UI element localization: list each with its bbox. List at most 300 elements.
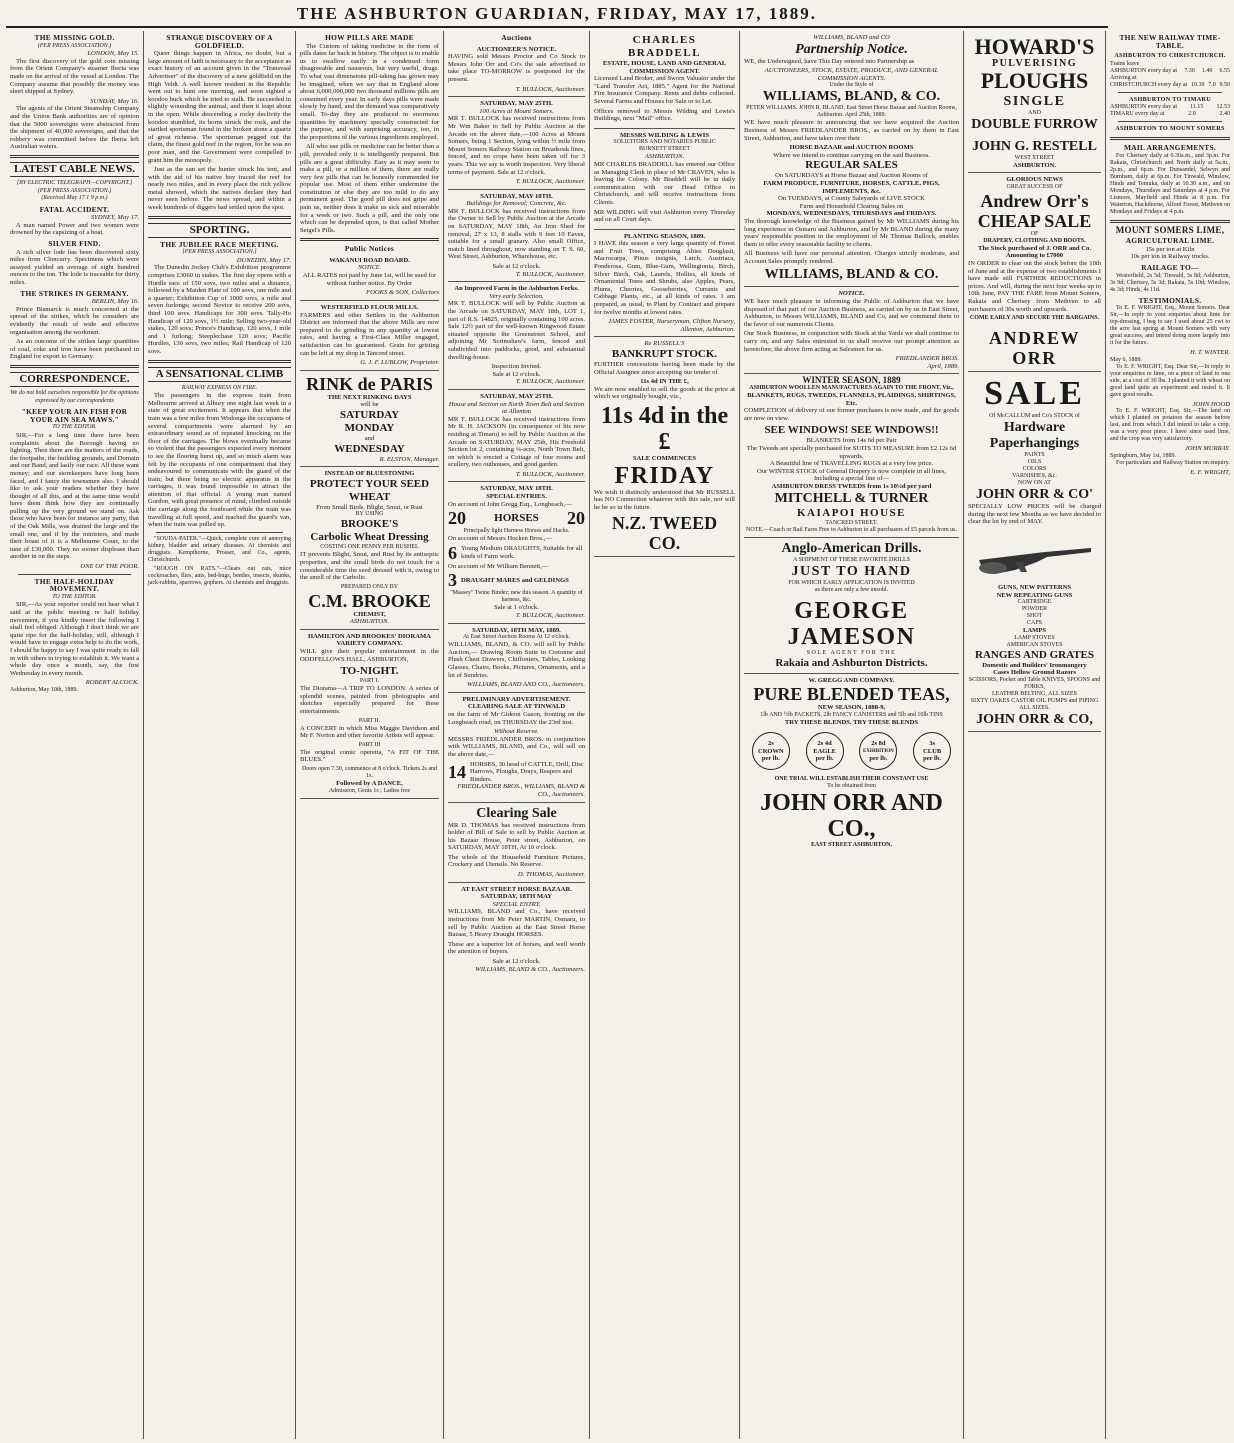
russell-note: We wish it distinctly understood that Mr RUSSELL has NO Connection whatever with this sale, nor will he be so in the future. bbox=[594, 488, 735, 511]
testimonial-2-signature: JOHN HOOD bbox=[1192, 400, 1230, 408]
caps: CAPS bbox=[1026, 620, 1042, 627]
tea-obtained: To be obtained from bbox=[827, 783, 876, 790]
tea-price: 2s bbox=[767, 740, 774, 748]
farm-sale-ad bbox=[448, 282, 585, 390]
tea-blends bbox=[744, 732, 959, 770]
sale-may-25-ad bbox=[448, 97, 585, 190]
tea-unit: per lb. bbox=[815, 755, 834, 763]
fatal-accident-dateline: SYDNEY, May 17. bbox=[90, 214, 139, 222]
lamp-stoves: LAMP STOVES bbox=[1014, 634, 1055, 641]
bluestone-prepared: PREPARED ONLY BY bbox=[340, 583, 399, 590]
regular-sales-days: MONDAYS, WEDNESDAYS, THURSDAYS and FRIDAYS. bbox=[766, 210, 937, 218]
braddell-name: CHARLES BRADDELL bbox=[627, 34, 702, 59]
farm-sale-inspection: Inspection Invited. bbox=[491, 363, 542, 371]
horse-bazaar-body: WILLIAMS, BLAND and Co., have received instructions from Mr Peter MARTIN, Osmaru, to sell by Public Auction at the East Street Horse Bazaar, 5 Heavy Draught HORSES. bbox=[448, 908, 585, 939]
friedlander-body: MESSRS FRIEDLANDER BROS. in conjunction with WILLIAMS, BLAND, and Co., will sell on the above date,— bbox=[448, 735, 585, 758]
rink-day: and bbox=[364, 434, 375, 442]
special-entries-heading: SPECIAL ENTRIES. bbox=[486, 493, 547, 501]
hardware: Hardware bbox=[1003, 420, 1066, 436]
strikes-heading: THE STRIKES IN GERMANY. bbox=[20, 288, 129, 298]
sensational-climb-sub: RAILWAY EXPRESS ON FIRE. bbox=[181, 384, 258, 391]
horses-14-row bbox=[448, 761, 585, 784]
part-1: PART I. bbox=[359, 678, 380, 685]
souda-pater-notice: "SOUDA-PATER."—Quick, complete cure of annoying kidney, bladder and urinary diseases. At chemists and druggists. Kempthorne, Prosser, and Co., agents, Christchurch. bbox=[148, 535, 291, 563]
repeating-guns: NEW REPEATING GUNS bbox=[996, 591, 1073, 599]
letter-2-date: Ashburton, May 10th, 1889. bbox=[10, 686, 78, 693]
divider bbox=[148, 216, 291, 219]
partners-list: PETER WILLIAMS. JOHN R. BLAND. East Street Horse Bazaar and Auction Rooms, Ashburton. April 25th, 1889. bbox=[746, 105, 957, 119]
winter-heading: WINTER SEASON, 1889 bbox=[802, 375, 901, 386]
horse-bazaar-note: These are a superior lot of horses, and well worth the attention of buyers. bbox=[448, 940, 585, 956]
hamilton-doors: Doors open 7.30, commence at 8 o'clock. Tickets 2s and 1s. bbox=[301, 766, 438, 779]
rink-title: RINK de PARIS bbox=[306, 373, 433, 394]
divider bbox=[148, 360, 291, 363]
wakanui-body: ALL RATES not paid by June 1st, will be sued for without further notice. By Order bbox=[302, 272, 437, 287]
ploughs-ad bbox=[968, 31, 1101, 173]
silver-find-body: A rich silver lode has been discovered sixty miles from Cloncurry. Specimens which were assayed yielded an average of eight hundred ounces to the ton. The lode is traceable for thirty miles. bbox=[10, 248, 139, 287]
cartridge: CARTRIDGE bbox=[1017, 599, 1052, 606]
gun-illustration bbox=[975, 530, 1095, 580]
glorious-news: GLORIOUS NEWS bbox=[1006, 176, 1063, 184]
letter-1-title: "KEEP YOUR AIN FISH FOR YOUR AIN SEA MAWS." bbox=[21, 407, 128, 424]
column-7 bbox=[964, 31, 1106, 1439]
rink-day: SATURDAY bbox=[339, 408, 400, 421]
mitchell-name: MITCHELL & TURNER bbox=[774, 490, 929, 506]
timetable-cell: 6.55 bbox=[1219, 67, 1230, 74]
divider bbox=[156, 532, 283, 533]
pills-body-2: All who use pills or medicine can be better than a pill, provided only it is intelligently prepared. But pills are a great difficulty. Easy as it may seem to make a pill, or a million of them, there are really very few pills that can be honestly commended for popular use. Most of them either undermine the constitution or else they are too mild to do any permanent good. The good pill does not gripe and pain us, neither does it make us sick and miserable for a week or two. Such a pill, and the only one which can be depended upon, is that called Mother Seigel's Pills. bbox=[300, 143, 439, 234]
divider bbox=[1118, 92, 1222, 93]
letter-1-signature: ONE OF THE POOR. bbox=[80, 563, 139, 571]
draughts-body: Young Medium DRAUGHTS, Suitable for all kinds of Farm work. bbox=[461, 545, 583, 560]
rink-line-2: will be bbox=[360, 401, 379, 409]
massey-line: "Massey" Twine Binder; new this season. A quantity of harness, &c. bbox=[450, 590, 583, 604]
preliminary-reserve: Without Reserve. bbox=[494, 728, 539, 736]
hamilton-admission: Admission, Gents 1s ; Ladies free bbox=[328, 787, 411, 794]
westerfield-ad bbox=[300, 301, 439, 371]
russell-day: FRIDAY bbox=[614, 462, 715, 489]
to-christchurch: ASHBURTON TO CHRISTCHURCH. bbox=[1114, 52, 1226, 60]
wbc-heading: WILLIAMS, BLAND and CO bbox=[813, 34, 890, 41]
railage-heading: RAILAGE TO— bbox=[1141, 262, 1199, 272]
timetable-row bbox=[1110, 111, 1230, 118]
tea-ad bbox=[744, 674, 959, 853]
special-entries-ad bbox=[448, 482, 585, 623]
brooke-title: CHEMIST, bbox=[353, 610, 386, 618]
sensational-climb-body: The passengers in the express train from Melbourne arrived at Albury one night last week in a state of great excitement. It appears that when the train was a few miles from Wodonga the occupants of several compartments were alarmed by an extraordinary sound as of repeated knocking on the floor of the carriages. The blows eventually became so violent that the passengers expected every moment to see the flooring burst up, and so much alarm was felt by the occupants of one compartment that they endeavoured to communicate with the guard of the train; but there being no electric apparatus in the carriages, it was found impossible to attract the attention of that official. A young man named Gordon, with great presence of mind, climbed outside the carriage along the footboard while the train was travelling at full speed, and reached the guard's van, when the train was pulled up. bbox=[148, 392, 291, 529]
column-5 bbox=[590, 31, 740, 1439]
horse-bazaar-signature: WILLIAMS, BLAND & CO., Auctioneers. bbox=[475, 965, 585, 973]
horse-bazaar-date: SATURDAY, 18TH MAY bbox=[480, 893, 553, 901]
column-8 bbox=[1106, 31, 1234, 1439]
latest-cable-heading: LATEST CABLE NEWS. bbox=[10, 162, 139, 177]
winter-list: BLANKETS, RUGS, TWEEDS, FLANNELS, PLAIDINGS, SHIRTINGS, Etc. bbox=[747, 392, 956, 407]
guns: GUNS, NEW PATTERNS bbox=[997, 583, 1072, 591]
house-sale-ad bbox=[448, 390, 585, 483]
testimonial-3: To E. F. WRIGHT, Esq. Sir,—The land on which I planted on potatoes the season before last, and from which I did intend to take a crop, was a very poor piece. I have since used lime, and the crop was very satisfactory. bbox=[1110, 408, 1230, 443]
tea-name: EXHIBITION bbox=[862, 748, 894, 754]
letter-2-title: THE HALF-HOLIDAY MOVEMENT. bbox=[34, 576, 115, 594]
divider bbox=[300, 238, 439, 241]
tea-blend-badge bbox=[859, 732, 897, 770]
sale-may-18-signature: T. BULLOCK, Auctioneer. bbox=[515, 270, 585, 278]
masthead bbox=[6, 4, 1108, 28]
timetable-cell: CHRISTCHURCH every day at bbox=[1110, 81, 1188, 88]
jameson-sub: SOLE AGENT FOR THE bbox=[806, 649, 897, 656]
strikes-body-2: As an outcome of the strikes large quantities of coal, coke and iron have been purchased in England for export to Germany. bbox=[10, 338, 139, 361]
planting-signature: JAMES FOSTER, Nurseryman, Clifton Nursery, Allenton, Ashburton. bbox=[608, 318, 735, 333]
winter-body: COMPLETION of delivery of our former purchases is now made, and the goods are now on view. bbox=[744, 407, 959, 422]
planting-body: I HAVE this season a very large quantity of Forest and Fruit Trees, comprising Abies Douglasii, Macrocarpa, Pinus insignis, Larch, Austriaca, Ponderosa, Gum, Blue-Gum, Wellingtonia, Birch, Silver Birch, Oak, Laurels, Hollies, all kinds of Ornamental Trees and Shrubs, also Apples, Pears, Plums, Cherries, Gooseberries, Currants and Cabbage Plants, etc., at all kinds of rates. I am prepared, as usual, to Plant by Contract and prepare for twelve months at lowest rates. bbox=[594, 240, 735, 316]
drills-sub: A SHIPMENT OF THESE FAVORITE DRILLS bbox=[792, 556, 911, 563]
preliminary-body: on the farm of Mr Gideon Gason, fronting on the Longbeach road, on THURSDAY the 23rd inst. bbox=[448, 710, 585, 726]
sporting-sub: THE JUBILEE RACE MEETING. bbox=[160, 239, 279, 249]
paperhangings: Paperhangings bbox=[989, 436, 1080, 452]
mccallum: Of McCALLUM and Co's STOCK of bbox=[989, 413, 1080, 420]
wbc-big-name-2: WILLIAMS, BLAND & CO. bbox=[764, 267, 939, 283]
sale-may-18-ad bbox=[448, 190, 585, 283]
bluestone-body: IT prevents Blight, Smut, and Rust by its antiseptic properties, and the small birds do not touch for a considerable time the seed dressed with it, owing to the smell of the Carbolic. bbox=[300, 551, 439, 582]
letter-2-signature: ROBERT ALCOCK. bbox=[85, 679, 139, 687]
furniture-sale-signature: WILLIAMS, BLAND AND CO., Auctioneers. bbox=[467, 681, 585, 689]
of-word: OF bbox=[1030, 230, 1039, 237]
special-entries-signature: T. BULLOCK, Auctioneer. bbox=[515, 612, 585, 620]
brooke-ad bbox=[300, 467, 439, 630]
tea-blend-badge bbox=[913, 732, 951, 770]
hardware-sale-ad bbox=[968, 372, 1101, 732]
horses-row bbox=[448, 508, 585, 528]
sporting-heading: SPORTING. bbox=[148, 223, 291, 238]
horses-count: 20 bbox=[566, 508, 585, 529]
preliminary-heading: PRELIMINARY ADVERTISEMENT. bbox=[462, 695, 571, 703]
orr-name: JOHN ORR AND CO., bbox=[760, 790, 943, 843]
orr-co: JOHN ORR & CO' bbox=[975, 487, 1094, 503]
clearing-sale-heading: Clearing Sale bbox=[476, 805, 557, 821]
to-timaru: ASHBURTON TO TIMARU bbox=[1128, 95, 1212, 103]
come-early: COME EARLY AND SECURE THE BARGAINS. bbox=[969, 315, 1100, 322]
tea-name: CROWN bbox=[758, 747, 784, 755]
friedlander-notice bbox=[744, 287, 959, 374]
specially-low: SPECIALLY LOW PRICES will be charged during the next few Months as we have decided to clear the lot by end of MAY. bbox=[968, 503, 1101, 526]
horses-sub: Principally light Harness Horses and Hacks. bbox=[463, 528, 570, 535]
lamps: LAMPS bbox=[1022, 627, 1047, 635]
special-entries-date: SATURDAY, MAY 18TH. bbox=[480, 485, 553, 493]
tea-blend-badge bbox=[752, 732, 790, 770]
timetable-cell: ASHBURTON every day at bbox=[1110, 67, 1178, 74]
ranges: RANGES AND GRATES bbox=[975, 648, 1094, 661]
tea-price: 2s 8d bbox=[871, 740, 886, 748]
lime-sub: AGRICULTURAL LIME. bbox=[1125, 236, 1215, 246]
sale-may-25-signature: T. BULLOCK, Auctioneer. bbox=[515, 178, 585, 186]
rink-ad bbox=[300, 371, 439, 467]
clearing-sale-body: MR D. THOMAS has received instructions from holder of Bill of Sale to sell by Public Auction at his Bazaar House, Peter street, Ashburton, on SATURDAY, MAY 18TH, At 10 o'clock. bbox=[448, 821, 585, 852]
wright-signature: E. F. WRIGHT, bbox=[1190, 468, 1230, 476]
friedlander-notice-body-2: Our Stock Business, in conjunction with Stock at the Yards we shall continue to carry on, and any Sales entrusted to us shall receive our prompt attention as heretofore, the above firm acting as Salesmen for us. bbox=[744, 330, 959, 353]
missing-gold-dateline: LONDON, May 15. bbox=[87, 50, 139, 58]
divider bbox=[1110, 220, 1230, 223]
hamilton-dance: Followed by A DANCE, bbox=[336, 780, 403, 787]
tea-name: EAGLE bbox=[813, 747, 836, 755]
rink-line-1: THE NEXT RINKING DAYS bbox=[327, 393, 412, 401]
rough-on-rats-notice: "ROUGH ON RATS."—Clears out rats, mice cockroaches, flies, ants, bed-bugs, beetles, insects, skunks, jack-rabbits, sparrows, gophers. At chemists and druggists. bbox=[148, 565, 291, 586]
timetable-cell: 1.40 bbox=[1201, 67, 1213, 74]
bluestone-sub: From Small Birds, Blight, Smut, or Rust bbox=[316, 503, 423, 511]
drills-few: as there are only a few unsold. bbox=[814, 586, 889, 593]
clearing-sale-signature: D. THOMAS, Auctioneer. bbox=[517, 871, 585, 879]
missing-gold-credit: (PER PRESS ASSOCIATION.) bbox=[37, 42, 112, 49]
farm-sale-sub: Very early Selection. bbox=[489, 292, 544, 300]
divider bbox=[18, 574, 131, 575]
now-on: NOW ON AT bbox=[1018, 480, 1051, 487]
winter-rugs: A Beautiful line of TRAVELLING RUGS at a very low price. bbox=[769, 460, 934, 468]
andrew-orr-ad bbox=[968, 173, 1101, 372]
great-success: GREAT SUCCESS OF bbox=[1006, 183, 1063, 190]
silver-find-heading: SILVER FIND. bbox=[48, 239, 101, 249]
horses-14-count: 14 bbox=[448, 761, 466, 782]
sale-may-18-heading: SATURDAY, MAY 18TH. bbox=[480, 192, 553, 200]
wilding-street: BURNETT STREET bbox=[638, 146, 691, 153]
lime-price: 15s per ton at Kiln bbox=[1145, 245, 1195, 253]
mail-heading: MAIL ARRANGEMENTS. bbox=[1123, 142, 1217, 152]
missing-gold-dateline-2: SUNDAY, May 16. bbox=[90, 97, 139, 105]
braddell-ad bbox=[594, 31, 735, 129]
jameson-name: GEORGE JAMESON bbox=[787, 597, 916, 650]
pure-teas: PURE BLENDED TEAS, bbox=[753, 684, 950, 705]
timetable-cell: 10.30 bbox=[1190, 81, 1205, 88]
auctions-heading: Auctions bbox=[501, 33, 532, 42]
tweed-company: N.Z. TWEED CO. bbox=[611, 513, 718, 554]
howards: HOWARD'S bbox=[974, 34, 1095, 59]
letter-1-body: SIR,—For a long time there have been complaints about the Borough having no lighting. Then there are the matters of the roads, the footpaths, the building grounds, and Domain and our Band, and lastly our race. All these want money; and our storekeepers have long been faced, and I fancy the townsmen also. I should like to ask your readers whether they have thought of all this, and at the same time would have them think how they are continually pulling up the very ground we stand on. Ask those who have been for instance any party, that of the Oak Mills, was drained the large and the small one, and if by the ministers, and made their boast of it is a Melbourne Court, to the tune of £30,000. They no sooner displease than another in on the steps. bbox=[10, 431, 139, 561]
timetable-cell: 2.0 bbox=[1188, 111, 1196, 118]
clearing-sale-body-2: The whole of the Household Furniture Pictures, Crockery and Utensils. No Reserve. bbox=[448, 853, 585, 869]
belting: LEATHER BELTING, ALL SIZES bbox=[992, 690, 1077, 697]
sporting-body: The Dunedin Jockey Club's Exhibition programme comprises £3060 in stakes. The first day opens with a Hurdle race of 150 sovs, two miles and a distance, followed by a Maiden Plate of 100 sovs, one mile and a quarter; Exhibition Cup of 1000 sovs, a mile and seven furlongs; second Novice to receive 200 sovs, third 100 sovs. Handicaps for 300 sovs. Tally-Ho Handicap of 120 sovs, 1½ mile; Selling two-year-old stakes, 120 sovs; Prince's Handicap, 120 sovs, 1 mile and 1 furlong; Steeplechase 120 sovs; Pacific Hurdles, 130 sovs, two miles; Rail Handicap of 120 sovs. bbox=[148, 264, 291, 355]
tancred-street: TANCRED STREET. bbox=[825, 519, 878, 526]
jameson-district: Rakaia and Ashburton Districts. bbox=[775, 656, 928, 669]
wakanui-heading: WAKANUI ROAD BOARD. bbox=[329, 257, 410, 265]
latest-cable-received: (Received May 17 1 9 p.m.) bbox=[41, 195, 108, 202]
timetable-cell: 7.0 bbox=[1208, 81, 1216, 88]
testimonial-3-signature: JOHN MURRAY. bbox=[1184, 445, 1230, 453]
sale-may-25-heading: SATURDAY, MAY 25TH. bbox=[480, 100, 553, 108]
house-sale-sub: House and Section on North Town Belt and Section at Allenton bbox=[448, 400, 585, 416]
fatal-accident-heading: FATAL ACCIDENT. bbox=[39, 204, 110, 214]
pills-body: The Custom of taking medicine in the form of pills dates far back in history. The object is to enable us to swallow easily in a condensed form disagreeable and nauseous, but very useful, drugs. To what vast dimensions pill-taking has grown may be imagined, when we say that in England alone about 6,000,000,000 two thousand millions pills are consumed every year. In early days pills were made slowly by hand, and the demand was comparatively small. To-day they are produced in enormous quantities by machinery specially constructed for the purpose, and with surprising accuracy, too, in the proportions of the various ingredients employed. bbox=[300, 42, 439, 141]
mares-count: 3 bbox=[448, 570, 457, 591]
razors: Cases Hellow Ground Razors bbox=[993, 669, 1076, 677]
partnership-body: WE, the Undersigned, have This Day entered into Partnership as bbox=[744, 57, 915, 65]
timetable-cell: Arriving at bbox=[1110, 74, 1137, 81]
fatal-accident-body: A man named Power and two women were drowned by the capsizing of a boat. bbox=[10, 221, 139, 237]
tea-unit: per lb. bbox=[761, 755, 780, 763]
wilding-sub: SOLICITORS AND NOTARIES PUBLIC bbox=[613, 139, 716, 146]
friedlander-signature: FRIEDLANDER BROS., WILLIAMS, BLAND & CO., Auctioneers. bbox=[457, 783, 585, 798]
timetable-cell: ASHBURTON every day at bbox=[1110, 104, 1178, 111]
strikes-dateline: BERLIN, May 16. bbox=[91, 298, 139, 306]
sale-big: SALE bbox=[984, 375, 1085, 413]
planting-heading: PLANTING SEASON, 1889. bbox=[624, 232, 705, 240]
correspondence-notice: We do not hold ourselves responsible for the opinions expressed by our correspondents bbox=[10, 389, 139, 404]
regular-sales-items: FARM PRODUCE, FURNITURE, HORSES, CATTLE, PIGS, IMPLEMENTS, &c. bbox=[763, 179, 940, 195]
masthead-title: THE ASHBURTON GUARDIAN, FRIDAY, MAY 17, 1889. bbox=[296, 4, 818, 23]
partnership-roles: AUCTIONEERS, STOCK, ESTATE, PRODUCE, AND GENERAL COMMISSION AGENTS. bbox=[764, 67, 939, 82]
strikes-body: Prince Bismarck is much concerned at the spread of the strikes, which he considers are evidently the result of wide and effective organisation among the workmen. bbox=[10, 305, 139, 336]
wbc-big-name: WILLIAMS, BLAND, & CO. bbox=[762, 89, 941, 105]
regular-sales-clearing: Farm and Household Clearing Sales on bbox=[799, 202, 904, 210]
house-sale-heading: SATURDAY, MAY 25TH. bbox=[480, 392, 553, 400]
public-notices-heading: Public Notices bbox=[344, 244, 395, 254]
tea-trial: ONE TRIAL WILL ESTABLISH THEIR CONSTANT USE bbox=[774, 776, 929, 783]
testimonial-1-signature: H. T. WINTER. bbox=[1190, 349, 1230, 357]
winter-dress: ASHBURTON DRESS TWEEDS from 1s 10½d per yard bbox=[771, 482, 932, 490]
wilding-ad bbox=[594, 129, 735, 230]
house-sale-body: MR T. BULLOCK has received instructions from Mr R. H. JACKSON (in consequence of his now residing at Timaru) to sell by Public Auction at the Arcade on SATURDAY, MAY 25th, His Freehold Section lot 2, containing ¼-acre, North Town Belt, on which is erected a Cottage of four rooms and scullery, two outhouses, and good garden. bbox=[448, 415, 585, 469]
horse-bazaar-ad bbox=[448, 883, 585, 977]
varnishes: VARNISHES, &c. bbox=[1012, 473, 1057, 480]
braddell-body-2: Offices removed to Messrs Wilding and Lewis's Buildings, next "Mail" office. bbox=[594, 107, 735, 123]
regular-sales-body: On SATURDAYS at Horse Bazaar and Auction Rooms of bbox=[775, 172, 928, 180]
russell-price: 11s 4d IN THE £, bbox=[640, 378, 689, 386]
to-mount-somers: ASHBURTON TO MOUNT SOMERS bbox=[1115, 125, 1225, 133]
strange-discovery-body: Queer things happen in Africa, no doubt, but a large amount of faith is necessary to the acceptance as exact history of an account given in the "Transvaal Advertiser" of the discovery of a new goldfield on the High Veldt. A well known resident in the Republic went out to hunt one morning, and soon sighted a koodoo buck which he tried to stalk. He succeeded in slightly wounding the animal, and then it leapt about in the open. While descending a rocky declivity the koodoo stumbled, its horns struck the rock, and the startled sportsman found in the broken stone a quartz of great richness. The sportsman pegged out the claim, the finest gold reef in the region, for he was no poor man, and the Government were compelled to grant him the monopoly. bbox=[148, 50, 291, 164]
mares-row bbox=[448, 570, 585, 590]
column-2 bbox=[144, 31, 296, 1439]
and-word: AND bbox=[1028, 109, 1041, 116]
oils: OILS bbox=[1027, 459, 1042, 466]
bluestone-product: Carbolic Wheat Dressing bbox=[310, 531, 429, 544]
winter-season-ad bbox=[744, 374, 959, 537]
mail-body: For Chertsey daily at 6.30a.m., and 3p.m. For Rakaia, Christchurch and North daily at 5a.m., 2p.m., and 6p.m. For Dunsandel, Selwyn and Burnham, daily at 6p.m. For Tinwald, Winslow, Hinds and Temuka, daily at 10.30 a.m., and on Mondays, Thursdays and Saturdays at 4 p.m. For Lismore, Mayfield and Hinds at 8 p.m. For Waterton, Hackthorne, Alford Forest, Methven on Mondays and Fridays at 4 p.m. bbox=[1110, 152, 1230, 215]
hamilton-tonight: TO-NIGHT. bbox=[340, 665, 399, 678]
horses-word: HORSES bbox=[494, 511, 539, 524]
pills-heading: HOW PILLS ARE MADE bbox=[325, 33, 414, 42]
mares-body: DRAUGHT MARES and GELDINGS bbox=[461, 576, 569, 584]
preliminary-ad bbox=[448, 693, 585, 803]
domestic-ironmongery: Domestic and Builders' Ironmongery bbox=[982, 661, 1087, 669]
orr-bottom: JOHN ORR & CO, bbox=[976, 711, 1093, 727]
horses-14-body: HORSES, 30 head of CATTLE, Drill, Disc Harrows, Ploughs, Drays, Reapers and Binders. bbox=[470, 760, 584, 783]
scissors: SCISSORS, Pocket and Table KNIVES, SPOONS and FORKS, bbox=[968, 676, 1101, 690]
winter-tweeds: The Tweeds are specially purchased for SUITS TO MEASURE from £2 12s 6d upwards. bbox=[746, 444, 957, 460]
shot: SHOT bbox=[1026, 613, 1043, 620]
notice-1-heading: AUCTIONEER'S NOTICE. bbox=[476, 45, 557, 53]
westerfield-body: FARMERS and other Settlers in the Ashburton District are informed that the above Mills are now prepared to do grinding in any quantity at lowest rates, and having a First-Class Miller engaged, satisfaction can be guaranteed. Grain for gristing can be left at my shop in Tancred street. bbox=[300, 311, 439, 357]
house-sale-signature: T. BULLOCK, Auctioneer. bbox=[515, 470, 585, 478]
wakanui-signature: FOOKS & SON, Collectors bbox=[366, 289, 439, 297]
drills-just-to-hand: JUST TO HAND bbox=[791, 563, 912, 579]
pulverising: PULVERISING bbox=[991, 58, 1078, 69]
divider bbox=[10, 365, 139, 368]
timetable-row bbox=[1110, 104, 1230, 111]
wakanui-ad bbox=[300, 254, 439, 301]
cheap-sale: CHEAP SALE bbox=[977, 210, 1092, 231]
correspondence-heading: CORRESPONDENCE. bbox=[10, 372, 139, 387]
timetable-cell: 7.30 bbox=[1184, 67, 1195, 74]
column-4 bbox=[444, 31, 590, 1439]
divider bbox=[1118, 121, 1222, 122]
brooke-town: ASHBURTON. bbox=[349, 618, 390, 626]
winter-windows: SEE WINDOWS! SEE WINDOWS!! bbox=[764, 424, 939, 437]
drills-heading: Anglo-American Drills. bbox=[781, 540, 922, 556]
andrew-orr-name: ANDREW ORR bbox=[988, 328, 1080, 369]
friedlander-notice-date: April, 1889. bbox=[927, 362, 959, 370]
partnership-title: Partnership Notice. bbox=[795, 41, 908, 57]
testimonial-2: To E. F. WRIGHT, Esq. Dear Sir,—In reply to your enquiries re lime, on a piece of land to one side, at a cost of 30 lbs. I planted it with wheat on good land quite an experiment and tested it. It gave good results. bbox=[1110, 363, 1230, 398]
russell-title: BANKRUPT STOCK. bbox=[611, 348, 718, 360]
strange-discovery-body-2: Just as the sun set the hunter struck his tent, and with the aid of his native boy traced the reef for nearly two miles, and in every place the rich yellow metal showed, which the natives declare they had never seen before. The news spread, and within a week hundreds of diggers had settled upon the spot. bbox=[148, 166, 291, 212]
wilding-heading: MESSRS WILDING & LEWIS bbox=[619, 131, 710, 139]
west-street: WEST STREET bbox=[1014, 154, 1055, 161]
timetable-row bbox=[1110, 68, 1230, 75]
russell-ad bbox=[594, 337, 735, 557]
missing-gold-body-2: The agents of the Orient Steamship Company and the Union Bank authorities are of opinion that the 5000 sovereigns were abstracted from the shipment of 40,000 sovereigns, and that the robbery was committed before the Iberia left Australian waters. bbox=[10, 105, 139, 151]
draughts-count: 6 bbox=[448, 542, 457, 563]
braddell-body: Licensed Land Broker, and Sworn Valuator under the "Land Transfer Act, 1885." Agent for the National Fire Insurance Company. Rents and debts collected. Several Farms and Houses for Sale or to Let. bbox=[594, 75, 735, 105]
rink-day: MONDAY bbox=[344, 421, 395, 434]
kaiapoi-house: KAIAPOI HOUSE bbox=[796, 506, 907, 519]
colors: COLORS bbox=[1022, 466, 1047, 473]
horse-bazaar-time: Sale at 12 o'clock. bbox=[492, 958, 541, 965]
horses-count: 20 bbox=[448, 508, 466, 529]
divider bbox=[1110, 137, 1230, 140]
strange-discovery-heading: STRANGE DISCOVERY OF A GOLDFIELD. bbox=[166, 33, 273, 50]
part-3: PART III bbox=[358, 741, 381, 748]
letter-2-body: SIR,—As your reporter could not hear what I said at the public meeting re half holiday movement, if you kindly insert the following I shall feel obliged. Although I don't think we are quite ripe for the half-holiday, still, although I would have to engage extra help to do the work, I should be happy to say I was quite ready to fall in with others in trying to establish it. We want a whole day once a month, say, the first Wednesday in every month. bbox=[10, 601, 139, 677]
winter-stock: Our WINTER STOCK of General Drapery is now complete in all lines, Including a special line of— bbox=[756, 467, 947, 483]
bluestone-by: BY USING bbox=[355, 511, 384, 518]
testimonial-3-date: Springburn, May 1st, 1889. bbox=[1110, 452, 1176, 459]
ploughs: PLOUGHS bbox=[980, 67, 1089, 93]
bluestone-title: PROTECT YOUR SEED WHEAT bbox=[309, 477, 430, 503]
ashburton: ASHBURTON. bbox=[1012, 161, 1057, 169]
wilding-body: MR CHARLES BRADDELL has entered our Office as Managing Clerk in place of Mr CRAVEN, who is leaving the Colony. Mr Braddell will be in daily communication with our Head Office in Christchurch, and will receive instructions from Clients. bbox=[594, 160, 735, 206]
wilding-town: ASHBURTON. bbox=[644, 153, 685, 161]
orders-note: For particulars and Railway Station on enquiry. bbox=[1116, 459, 1230, 466]
sale-may-18-sub: Buildings for Removal; Concrete, &c. bbox=[466, 200, 567, 208]
column-1 bbox=[6, 31, 144, 1439]
tea-season: NEW SEASON, 1888-9, bbox=[817, 704, 886, 712]
horse-bazaar-heading: AT EAST STREET HORSE BAZAAR. bbox=[461, 885, 572, 893]
draughts-row bbox=[448, 543, 585, 563]
part-2-body: A CONCERT in which Miss Maggie Davidson and Mr F. Norton and other favorite Artists will appear. bbox=[300, 724, 439, 740]
friedlander-notice-body: WE have much pleasure in informing the Public of Ashburton that we have disposed of that part of our Auction Business, as carried on by us in East Street, Ashburton, to Messrs WILLIAMS, BLAND and Co, and we commend them to the favor of our numerous Clients. bbox=[744, 298, 959, 328]
sporting-credit: [PER PRESS ASSOCIATION.] bbox=[182, 249, 257, 256]
gregg-line: On account of John Gregg Esq., Longbeach,— bbox=[448, 500, 572, 508]
westerfield-heading: WESTERFIELD FLOUR MILLS. bbox=[320, 304, 419, 311]
sporting-dateline: DUNEDIN, May 17. bbox=[236, 256, 291, 264]
trains-leave: Trains leave bbox=[1110, 60, 1140, 67]
to-editor: TO THE EDITOR. bbox=[52, 424, 97, 431]
part-2: PART II. bbox=[358, 717, 381, 724]
lime-heading: MOUNT SOMERS LIME, bbox=[1115, 224, 1225, 235]
try-these-blends: TRY THESE BLENDS. TRY THESE BLENDS bbox=[784, 718, 919, 726]
notice-1-body: HAVING sold Messrs Proctor and Co Stock to Messrs John Orr and Co's the sale advertised to take place TO-MORROW is postponed for the present. bbox=[448, 53, 585, 83]
bennett-line: On account of Mr William Bennett,— bbox=[448, 562, 549, 570]
regular-sales-body-4: All Business will have our personal attention. Charges strictly moderate, and Account Sales promptly rendered. bbox=[744, 250, 959, 265]
rink-signature: R. ELSTON, Manager. bbox=[379, 455, 439, 463]
russell-sale-commences: SALE COMMENCES bbox=[632, 454, 697, 462]
bluestone-brand: BROOKE'S bbox=[340, 518, 399, 531]
farm-sale-body: MR T. BULLOCK will sell by Public Auction at the Arcade on SATURDAY, MAY 18th, LOT 1, part of R.S. 14825, originally containing 100 acres. Sale 12½ part of the well-known Ringwood Estate situated opposite the Greenstreet School, and adjoining Mr Scrimshaw's farm, fenced and subdivided into paddocks, good, and substantial dwelling-house. bbox=[448, 300, 585, 361]
missing-gold-body: The first discovery of the gold coin missing from the Orient Company's steamer Iberia was made on the arrival of the vessel at London. The Company assume that possibly the money was short shipped at Sydney. bbox=[10, 57, 139, 96]
timetable-row bbox=[1110, 82, 1230, 89]
wakanui-notice: NOTICE. bbox=[358, 264, 381, 271]
rink-day: WEDNESDAY bbox=[334, 442, 405, 455]
divider bbox=[10, 155, 139, 158]
wbc-body: WE have much pleasure in announcing that we have acquired the Auction Business of Messrs FRIEDLANDER BROS., as carried on by them in East Street, Ashburton, and have taken over their bbox=[744, 119, 959, 142]
sensational-climb-heading: A SENSATIONAL CLIMB bbox=[148, 367, 291, 382]
